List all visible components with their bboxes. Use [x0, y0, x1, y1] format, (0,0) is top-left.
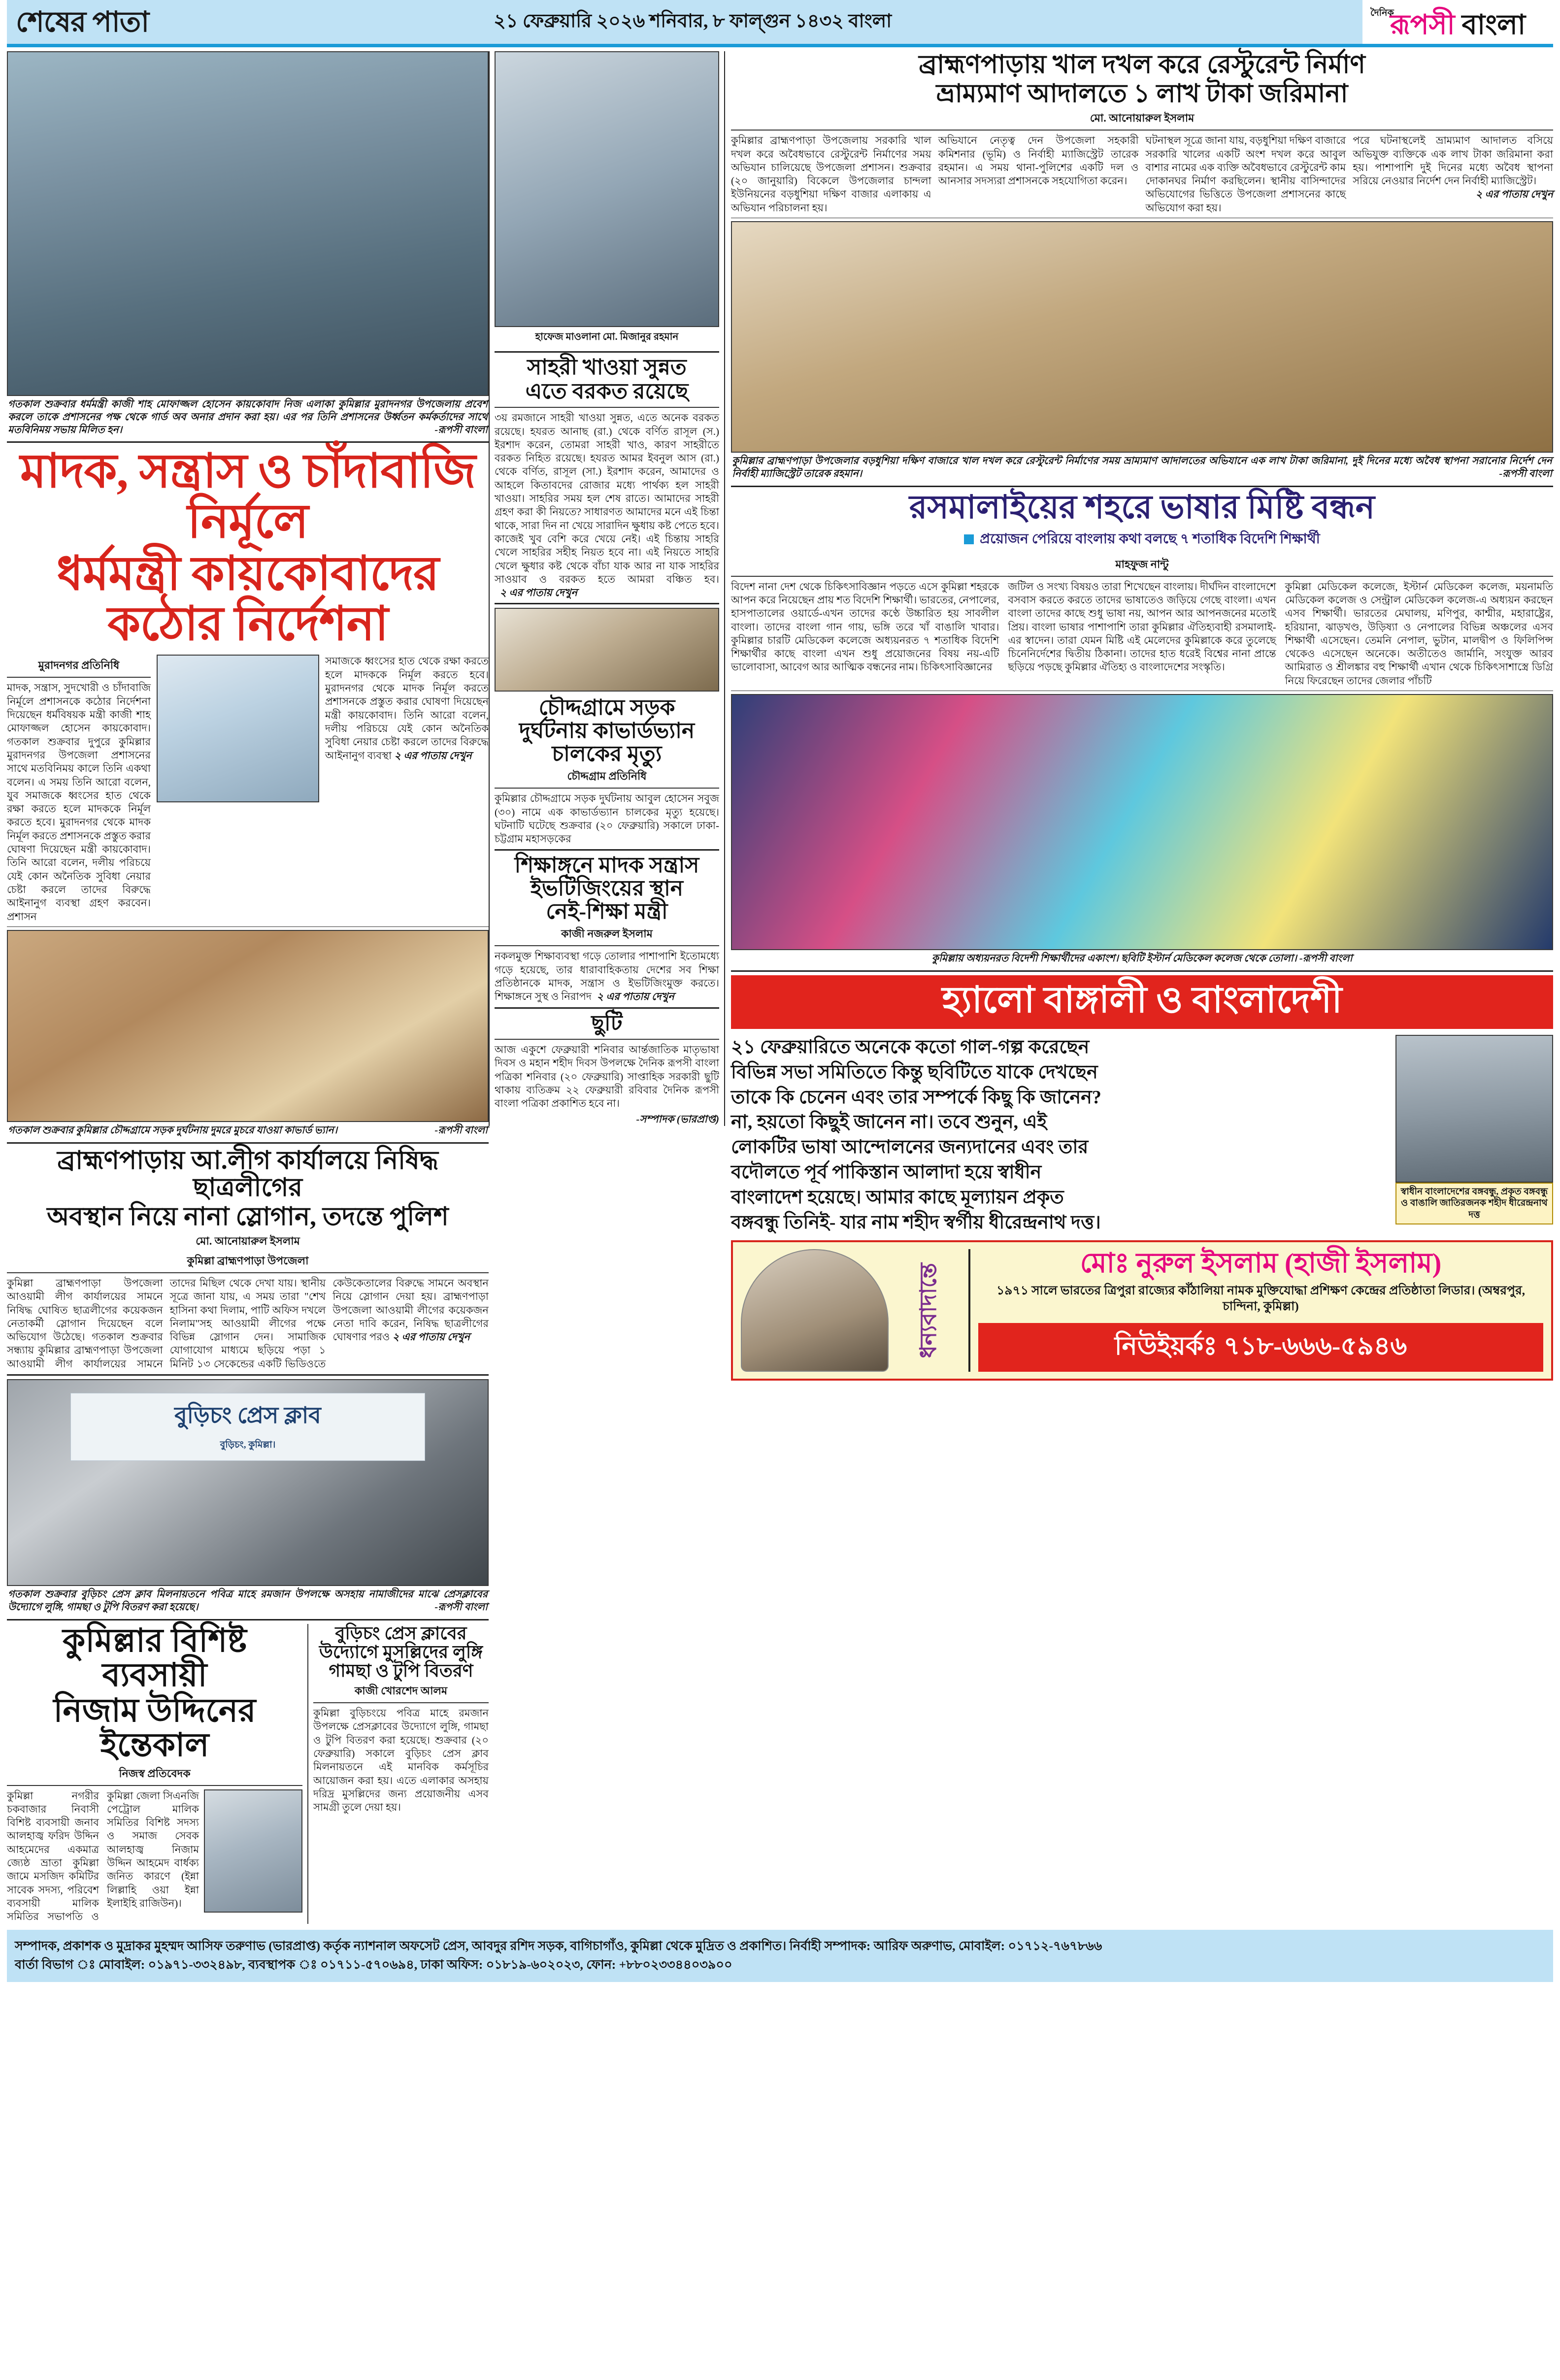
- alleague-body: [7, 1277, 489, 1371]
- masthead: [7, 0, 1553, 47]
- holiday-headline[interactable]: ছুটি: [591, 1011, 623, 1035]
- students-source: -রূপসী বাংলা: [1299, 953, 1353, 964]
- divider: [7, 1374, 489, 1376]
- pressclub-caption: [7, 1586, 489, 1616]
- hello-line-1: বিভিন্ন সভা সমিতিতে কিন্তু ছবিটিতে যাকে দেখছেন: [731, 1061, 1098, 1083]
- divider: [731, 970, 1553, 972]
- pressclub-sign: [70, 1393, 426, 1461]
- rosmalai-byline: মাহফুজ নান্টু: [1115, 558, 1169, 570]
- lead-body-2: সমাজকে ধ্বংসের হাত থেকে রক্ষা করতে হলে মাদককে নির্মূল করতে হবে। মুরাদনগর থেকে মাদক নির্মূল করতে প্রশাসনকে প্রস্তুত করার ঘোষণা দিয়েছেন মন্ত্রী কায়কোবাদ। তিনি আরো বলেন, দলীয় পরিচয়ে যেই কোন অনৈতিক সুবিধা নেয়ার চেষ্টা করলে তাদের বিরুদ্ধে আইনানুগ ব্যবস্থা ২ এর পাতায় দেখুন: [325, 655, 489, 761]
- accident-headline-line1[interactable]: চৌদ্দগ্রামে সড়ক: [538, 695, 675, 720]
- rosmalai-subhead-row: [731, 525, 1553, 556]
- column-middle: [489, 51, 725, 1126]
- memorial-caption: স্বাধীন বাংলাদেশের বঙ্গবন্ধু, প্রকৃত বঙ্গবন্ধু ও বাঙালি জাতিরজনক শহীদ ধীরেন্দ্রনাথ দত্ত: [1395, 1183, 1553, 1224]
- rosmalai-col-3: কুমিল্লা মেডিকেল কলেজে, ইস্টার্ন মেডিকেল কলেজ, ময়নামতি মেডিকেল কলেজ ও সেন্ট্রাল মেডিকেল কলেজ-এ অধ্যয়ন করছেন এসব শিক্ষার্থী। ভারতের মেঘালয়, মণিপুর, কাশ্মীর, মহারাষ্ট্রের, হরিয়ানা, ঝাড়খণ্ড, উড়িষ্যা ও নেপালের বিভিন্ন অঞ্চলের এসব শিক্ষার্থী এসেছেন। তেমনি নেপাল, ভুটান, মালদ্বীপ ও ফিলিপিন্স থেকেও এসেছেন অনেকে। অতীতেও জার্মানি, সংযুক্ত আরব আমিরাত ও শ্রীলঙ্কার বহু শিক্ষার্থী এখান থেকে চিকিৎসাশাস্ত্রে ডিগ্রি নিয়ে ফিরেছেন তাদের জেলার পাঁচটি: [1285, 580, 1553, 687]
- hello-line-4: লোকটির ভাষা আন্দোলনের জন্যদানের এবং তার: [731, 1137, 1089, 1158]
- hello-text: [731, 1035, 1388, 1235]
- rosmalai-subhead: প্রয়োজন পেরিয়ে বাংলায় কথা বলছে ৭ শতাধিক বিদেশি শিক্ষার্থী: [980, 531, 1320, 547]
- lead-headline-line1[interactable]: মাদক, সন্ত্রাস ও চাঁদাবাজি নির্মূলে: [20, 445, 476, 548]
- divider: [495, 407, 719, 408]
- lungi-body: কুমিল্লা বুড়িচংয়ে পবিত্র মাহে রমজান উপলক্ষে প্রেসক্লাবের উদ্যোগে লুঙ্গি, গামছা ও টুপি বিতরণ করা হয়েছে। শুক্রবার (২০ ফেব্রুয়ারি) সকালে বুড়িচং প্রেস ক্লাব মিলনায়তনে এই মানবিক কর্মসূচির আয়োজন করা হয়। এতে এলাকার অসহায় দরিদ্র মুসল্লিদের জন্য প্রয়োজনীয় এসব সামগ্রী তুলে দেয়া হয়।: [313, 1707, 489, 1814]
- lead-photo: [7, 51, 489, 396]
- rosmalai-body: [731, 580, 1553, 688]
- accident-headline-line2[interactable]: দুর্ঘটনায় কাভার্ডভ্যান: [519, 719, 695, 743]
- divider: [7, 926, 489, 927]
- lead-text-col-2: [325, 655, 489, 923]
- page-footer: [7, 1930, 1553, 1983]
- khal-col-3: ঘটনাস্থল সূত্রে জানা যায়, বড়ধুশিয়া দক্ষিণ বাজারে সরকারি খালের একটি অংশ দখল করে আবুল বাশার নামের এক ব্যক্তি অবৈধভাবে রেস্টুরেন্ট কাম দোকানঘর নির্মাণ করছিলেন। স্থানীয় বাসিন্দাদের অভিযোগের ভিত্তিতে উপজেলা প্রশাসনের কাছে অভিযোগ করা হয়।: [1145, 134, 1346, 214]
- accident-body: কুমিল্লার চৌদ্দগ্রামে সড়ক দুর্ঘটনায় আবুল হোসেন সবুজ (৩০) নামে এক কাভার্ডভ্যান চালকের মৃত্যু হয়েছে। ঘটনাটি ঘটেছে শুক্রবার (২০ ফেব্রুয়ারি) সকালে ঢাকা-চট্টগ্রাম মহাসড়কের: [495, 793, 719, 845]
- sahri-portrait-caption: হাফেজ মাওলানা মো. মিজানুর রহমান: [535, 331, 679, 342]
- hello-line-0: ২১ ফেব্রুয়ারিতে অনেকে কতো গাল-গল্প করেছেন: [731, 1036, 1090, 1058]
- lungi-headline[interactable]: বুড়িচং প্রেস ক্লাবের উদ্যোগে মুসল্লিদের লুঙ্গি গামছা ও টুপি বিতরণ: [319, 1623, 483, 1681]
- alleague-headline-line2[interactable]: অবস্থান নিয়ে নানা স্লোগান, তদন্তে পুলিশ: [47, 1202, 449, 1231]
- drugs-body: [495, 950, 719, 1003]
- divider: [495, 603, 719, 604]
- khal-headline-line1[interactable]: ব্রাহ্মণপাড়ায় খাল দখল করে রেস্টুরেন্ট নির্মাণ: [919, 51, 1365, 79]
- khal-col-1: কুমিল্লার ব্রাহ্মণপাড়া উপজেলায় সরকারি খাল দখল করে অবৈধভাবে রেস্টুরেন্ট নির্মাণের সময় অভিযান চালিয়েছে উপজেলা প্রশাসন। শুক্রবার (২০ জানুয়ারি) বিকেলে উপজেলার চান্দলা ইউনিয়নের বড়ধুশিয়া দক্ষিণ বাজার এলাকায় এ অভিযান পরিচালনা হয়।: [731, 134, 931, 214]
- bottom-left-block: [7, 1624, 489, 1924]
- ad-advertiser-name: মোঃ নুরুল ইসলাম (হাজী ইসলাম): [1080, 1248, 1442, 1279]
- divider: [7, 1619, 489, 1620]
- column-right: [725, 51, 1553, 1381]
- date-line: ২১ ফেব্রুয়ারি ২০২৬ শনিবার, ৮ ফাল্গুন ১৪৩২ বাংলা: [494, 10, 892, 32]
- column-left: [7, 51, 489, 1924]
- alleague-body-text: কুমিল্লা ব্রাহ্মণপাড়া উপজেলা আওয়ামী লীগ কার্যালয়ের সামনে নিষিদ্ধ ঘোষিত ছাত্রলীগের কয়েকজন নেতাকর্মী স্লোগান দিয়েছেন বলে অভিযোগ উঠেছে। গতকাল শুক্রবার সন্ধ্যায় কুমিল্লার ব্রাহ্মণপাড়া উপজেলা আওয়ামী লীগ কার্যালয়ের সামনে তাদের মিছিল থেকে দেখা যায়। স্থানীয় সূত্রে জানা যায়, এ সময় তারা "শেখ হাসিনা কথা দিলাম, পাটি অফিস দখলে নিলাম"সহ আওয়ামী লীগের পক্ষে বিভিন্ন স্লোগান দেন। সামাজিক যোগাযোগ মাধ্যমে ছড়িয়ে পড়া ১ মিনিট ১৩ সেকেন্ডের একটি ভিডিওতে কেউকেতালের বিরুদ্ধে সামনে অবস্থান নিয়ে স্লোগান দেয়া হয়। ব্রাহ্মণপাড়া উপজেলা আওয়ামী লীগের কয়েকজন নেতা দাবি করেন, নিষিদ্ধ ছাত্রলীগের ঘোষণার পরও: [7, 1277, 489, 1370]
- truck-source: -রূপসী বাংলা: [434, 1124, 488, 1136]
- obituary-byline: নিজস্ব প্রতিবেদক: [119, 1767, 191, 1780]
- obituary-portrait: [204, 1789, 302, 1913]
- khal-photo-caption-text: কুমিল্লার ব্রাহ্মণপাড়া উপজেলার বড়ধুশিয়া দক্ষিণ বাজারে খাল দখল করে রেস্টুরেন্ট নির্মাণের সময় ভ্রাম্যমাণ আদালতের অভিযানে এক লাখ টাকা জরিমানা, দুই দিনের মধ্যে অবৈধ স্থাপনা সরানোর নির্দেশ দেন নির্বাহী ম্যাজিস্ট্রেট তারেক রহমান।: [732, 456, 1552, 479]
- divider: [731, 130, 1553, 131]
- lungi-article: [307, 1624, 489, 1924]
- khal-byline: মো. আনোয়ারুল ইসলাম: [1090, 112, 1195, 125]
- khal-photo-caption: [731, 453, 1553, 482]
- pressclub-caption-text: গতকাল শুক্রবার বুড়িচং প্রেস ক্লাব মিলনায়তনে পবিত্র মাহে রমজান উপলক্ষে অসহায় নামাজীদের মাঝে প্রেসক্লাবের উদ্যোগে লুঙ্গি, গামছা ও টুপি বিতরণ করা হয়েছে।: [8, 1589, 488, 1613]
- ad-body: [978, 1249, 1543, 1372]
- rosmalai-col-2: জটিল ও সংখ্য বিষয়ও তারা শিখেছেন বাংলায়। দীর্ঘদিন বাংলাদেশে বসবাস করতে করতে তাদের ভাষাতেও জড়িয়ে গেছে বাংলা। এখন বাংলা তাদের কাছে শুধু ভাষা নয়, আপন আর আপনজনের মতোই প্রিয়। বাংলা ভাষার পাশাপাশি তারা কুমিল্লার ঐতিহ্যবাহী রসমালাই-এর স্বাদেন। তারা যেমন মিষ্টি এই মেলেদের কুমিল্লাকে করে তুলেছে চিনেনির্দেশের দ্বিতীয় ঠিকানা। তাদের হাত ধরেই বিশ্বের নানা প্রান্তে ছড়িয়ে পড়ছে কুমিল্লার ঐতিহ্য ও বাংলাদেশের সংস্কৃতি।: [1008, 580, 1276, 673]
- brand-wordmark: [1390, 5, 1526, 39]
- drugs-headline-line2[interactable]: ইভটিজিংয়ের স্থান: [530, 876, 684, 901]
- advertisement[interactable]: [731, 1240, 1553, 1381]
- obituary-headline-line1[interactable]: কুমিল্লার বিশিষ্ট ব্যবসায়ী: [63, 1622, 247, 1693]
- lungi-byline: কাজী খোরশেদ আলম: [354, 1685, 448, 1697]
- memorial-portrait: [1395, 1035, 1553, 1183]
- drugs-body-text: নকলমুক্ত শিক্ষাব্যবস্থা গড়ে তোলার পাশাপাশি ইতোমধ্যে গড়ে হয়েছে, তার ধারাবাহিকতায় দেশের সব শিক্ষা প্রতিষ্ঠানকে মাদক, সন্ত্রাস ও ইভটিজিংমুক্ত করতে। শিক্ষাঙ্গনে সুস্থ ও নিরাপদ: [495, 950, 719, 1003]
- lead-photo-2: [157, 655, 319, 802]
- divider: [7, 1142, 489, 1144]
- drugs-byline: কাজী নজরুল ইসলাম: [561, 927, 653, 940]
- divider: [7, 1272, 489, 1273]
- footer-line-2: বার্তা বিভাগ ঃ মোবাইল: ০১৯৭১-৩৩২৪৯৮, ব্যবস্থাপক ঃ ০১৭১১-৫৭০৬৯৪, ঢাকা অফিস: ০১৮১৯-৬০২০২৩, ফোন: +৮৮০২৩৩৪৪০৩৯০০: [15, 1957, 732, 1972]
- hello-line-3: না, হয়তো কিছুই জানেন না। তবে শুনুন, এই: [731, 1112, 1047, 1133]
- holiday-body: আজ একুশে ফেব্রুয়ারী শনিবার আর্ন্তজাতিক মাতৃভাষা দিবস ও মহান শহীদ দিবস উপলক্ষে দৈনিক রূপসী বাংলা পত্রিকা শনিবার (২০ ফেব্রুয়ারি) সাপ্তাহিক সরকারী ছুটি থাকায় ব্যতিক্রম ২২ ফেব্রুয়ারী রবিবার দৈনিক রূপসী বাংলা পত্রিকা প্রকাশিত হবে না।: [495, 1044, 719, 1110]
- accident-photo: [495, 608, 719, 692]
- obituary-content: [7, 1789, 302, 1924]
- holiday-signoff: -সম্পাদক (ভারপ্রাপ্ত): [636, 1113, 719, 1125]
- lead-photo-2-wrap: [157, 655, 319, 923]
- lead-body-1: মাদক, সন্ত্রাস, সুদখোরী ও চাঁদাবাজি নির্মূলে প্রশাসনকে কঠোর নির্দেশনা দিয়েছেন ধর্মবিষয়ক মন্ত্রী কাজী শাহ মোফাজ্জল হোসেন কায়কোবাদ। গতকাল শুক্রবার দুপুরে কুমিল্লার মুরাদনগর উপজেলা প্রশাসনের সাথে মতবিনিময় কালে তিনি একথা বলেন। এ সময় তিনি আরো বলেন, যুব সমাজকে ধ্বংসের হাত থেকে রক্ষা করতে হলে মাদককে নির্মূল করতে হবে। মুরাদনগর থেকে মাদক নির্মূল করতে প্রশাসনকে প্রস্তুত করার ঘোষণা দিয়েছেন মন্ত্রী কায়কোবাদ। তিনি আরো বলেন, দলীয় পরিচয়ে যেই কোন অনৈতিক সুবিধা নেয়ার চেষ্টা করলে তাদের বিরুদ্ধে আইনানুগ ব্যবস্থা গ্রহণ করবেন। প্রশাসন: [7, 682, 151, 923]
- ad-divider: [968, 1249, 970, 1372]
- sahri-jump[interactable]: ২ এর পাতায় দেখুন: [499, 587, 577, 599]
- ad-portrait: [741, 1249, 889, 1372]
- obituary-portrait-wrap: [204, 1789, 302, 1924]
- truck-caption: [7, 1122, 489, 1139]
- rosmalai-headline[interactable]: রসমালাইয়ের শহরে ভাষার মিষ্টি বন্ধন: [909, 489, 1375, 526]
- ad-thanks: [896, 1249, 961, 1372]
- bullet-square-icon: [964, 534, 974, 544]
- brand-daily-label: দৈনিক: [1370, 8, 1394, 18]
- brand-logo[interactable]: [1362, 0, 1553, 44]
- divider: [313, 1702, 489, 1703]
- divider: [731, 486, 1553, 487]
- khal-article-body: [731, 134, 1553, 215]
- hello-line-2: তাকে কি চেনেন এবং তার সম্পর্কে কিছু কি জানেন?: [731, 1087, 1101, 1108]
- brand-word-1: রূপসী: [1390, 9, 1455, 40]
- drugs-headline-line3[interactable]: নেই-শিক্ষা মন্ত্রী: [546, 899, 668, 924]
- sahri-body: [495, 411, 719, 599]
- lead-article: [7, 655, 489, 923]
- hello-line-5: বদৌলতে পূর্ব পাকিস্তান আলাদা হয়ে স্বাধীন: [731, 1162, 1042, 1183]
- pressclub-photo: [7, 1379, 489, 1586]
- obituary-headline-line2[interactable]: নিজাম উদ্দিনের ইন্তেকাল: [53, 1692, 256, 1763]
- page-grid: [7, 51, 1553, 1924]
- lead-photo-caption: [7, 396, 489, 438]
- alleague-jump[interactable]: ২ এর পাতায় দেখুন: [392, 1331, 470, 1343]
- sahri-body-text: ৩য় রমজানে সাহরী খাওয়া সুন্নত, এতে অনেক বরকত রয়েছে। হযরত আনাছ (রা.) থেকে বর্ণিত রাসূল (স.) ইরশাদ করেন, তোমরা সাহরী খাও, কারণ সাহরীতে বরকত নিহিত রয়েছে। হযরত আমর ইবনুল আস (রা.) থেকে বর্ণিত, রাসূল (সা.) ইরশাদ করেন, আমাদের ও আহলে কিতাবদের রোজার মধ্যে পার্থক্য হল সাহরী খাওয়া। সাহরির সময় হল শেষ রাতে। আমাদের সাহরী গ্রহণ করা কী নিয়তে? সাধারণত আমাদের মনে এই চিন্তা থাকে, সারা দিন না খেয়ে সারাদিন ক্ষুধায় কষ্ট পেতে হবে। কাজেই খুব বেশি করে খেয়ে নেই। এই চিন্তায় সাহরি খেলে সাহরির সহীহ নিয়ত হবে না। এই নিয়তে সাহরি খেলে ক্ষুধার কষ্ট থেকে বাঁচা যাক আর না যাক সাহরির সাওয়াব ও বরকত হতে আমরা বঞ্চিত হব।: [495, 412, 719, 585]
- accident-headline-line3[interactable]: চালকের মৃত্যু: [552, 741, 662, 766]
- divider: [7, 1785, 302, 1786]
- obituary-article: [7, 1624, 302, 1924]
- drugs-jump[interactable]: ২ এর পাতায় দেখুন: [597, 991, 674, 1003]
- truck-photo: [7, 930, 489, 1122]
- hello-article: [731, 1035, 1553, 1235]
- students-caption-text: কুমিল্লায় অধ্যয়নরত বিদেশী শিক্ষার্থীদের একাংশ। ছবিটি ইস্টার্ন মেডিকেল কলেজ থেকে তোলা।: [931, 953, 1297, 964]
- lead-headline-line2[interactable]: ধর্মমন্ত্রী কায়কোবাদের কঠোর নির্দেশনা: [57, 547, 439, 650]
- khal-jump[interactable]: ২ এর পাতায় দেখুন: [1475, 188, 1553, 200]
- pressclub-source: -রূপসী বাংলা: [434, 1601, 488, 1613]
- lead-photo-source: -রূপসী বাংলা: [434, 424, 488, 435]
- sahri-portrait: [495, 51, 719, 327]
- ad-phone[interactable]: নিউইয়র্কঃ ৭১৮-৬৬৬-৫৯৪৬: [978, 1323, 1543, 1372]
- khal-col-2: অভিযানে নেতৃত্ব দেন উপজেলা সহকারী কমিশনার (ভূমি) ও নির্বাহী ম্যাজিস্ট্রেট তারেক রহমান। এ সময় থানা-পুলিশের একটি দল ও আনসার সদস্যরা প্রশাসনকে সহযোগিতা করেন।: [938, 134, 1139, 187]
- lead-byline: মুরাদনগর প্রতিনিধি: [38, 659, 120, 672]
- alleague-byline: মো. আনোয়ারুল ইসলাম: [196, 1234, 300, 1247]
- alleague-headline-line1[interactable]: ব্রাহ্মণপাড়ায় আ.লীগ কার্যালয়ে নিষিদ্ধ ছাত্রলীগের: [57, 1146, 438, 1202]
- khal-headline-line2[interactable]: ভ্রাম্যমাণ আদালতে ১ লাখ টাকা জরিমানা: [936, 80, 1348, 108]
- hello-line-7: বঙ্গবন্ধু তিনিই- যার নাম শহীদ স্বর্গীয় ধীরেন্দ্রনাথ দত্ত।: [731, 1212, 1101, 1233]
- ad-description: ১৯৭১ সালে ভারতের ত্রিপুরা রাজ্যের কাঁঠালিয়া নামক মুক্তিযোদ্ধা প্রশিক্ষণ কেন্দ্রের প্রতিষ্ঠাতা লিডার। (অম্বরপুর, চান্দিনা, কুমিল্লা): [996, 1284, 1525, 1314]
- khal-col-4-wrap: [1353, 134, 1553, 215]
- drugs-headline-line1[interactable]: শিক্ষাঙ্গনে মাদক সন্ত্রাস: [514, 853, 699, 878]
- divider: [495, 849, 719, 851]
- page-label: শেষের পাতা: [16, 5, 149, 38]
- ad-thanks-label: ধন্যবাদান্তে: [916, 1262, 941, 1358]
- divider: [7, 441, 489, 443]
- sahri-headline-line1[interactable]: সাহরী খাওয়া সুন্নত: [527, 355, 687, 379]
- hello-line-6: বাংলাদেশ হয়েছে। আমার কাছে মূল্যায়ন প্রকৃত: [731, 1187, 1064, 1208]
- lead-photo-caption-text: গতকাল শুক্রবার ধর্মমন্ত্রী কাজী শাহ মোফাজ্জল হোসেন কায়কোবাদ নিজ এলাকা কুমিল্লার মুরাদনগর উপজেলায় প্রবেশ করলে তাকে প্রশাসনের পক্ষ থেকে গার্ড অব অনার প্রদান করা হয়। এর পর তিনি প্রশাসনের উর্ধ্বতন কর্মকর্তাদের সাথে মতবিনিময় সভায় মিলিত হন।: [8, 399, 488, 435]
- divider: [495, 945, 719, 946]
- footer-line-1: সম্পাদক, প্রকাশক ও মুদ্রাকর মুহম্মদ আসিফ তরুণাভ (ভারপ্রাপ্ত) কর্তৃক ন্যাশনাল অফসেট প্রেস, আবদুর রশিদ সড়ক, বাগিচাগাঁও, কুমিল্লা থেকে মুদ্রিত ও প্রকাশিত। নির্বাহী সম্পাদক: আরিফ অরুণাভ, মোবাইল: ০১৭১২-৭৬৭৮৬৬: [15, 1938, 1102, 1953]
- pressclub-sign-line2: বুড়িচং, কুমিল্লা।: [220, 1440, 276, 1451]
- brand-word-2: বাংলা: [1461, 9, 1526, 40]
- hello-body: [731, 1035, 1388, 1235]
- students-caption: [731, 950, 1553, 967]
- divider: [731, 576, 1553, 577]
- accident-byline: চৌদ্দগ্রাম প্রতিনিধি: [567, 770, 647, 783]
- hello-banner[interactable]: হ্যালো বাঙ্গালী ও বাংলাদেশী: [731, 975, 1553, 1029]
- divider: [495, 1039, 719, 1040]
- khal-photo: [731, 221, 1553, 453]
- rosmalai-col-1: বিদেশ নানা দেশ থেকে চিকিৎসাবিজ্ঞান পড়তে এসে কুমিল্লা শহরকে আপন করে নিয়েছেন প্রায় শত বিদেশি শিক্ষার্থী। ভারতের, নেপালের, হাসপাতালের ওয়ার্ডে-এখন তাদের কণ্ঠে উচ্চারিত হয় সাবলীল বাংলা। তাদের বাংলা গান গায়, ভঙ্গি তরে খাঁ বাঙালি খাবার। কুমিল্লার চারটি মেডিকেল কলেজে অধ্যয়নরত ৭ শতাধিক বিদেশি শিক্ষার্থীর কাছে বাংলা এখন শুধু প্রয়োজনের বিষয় নয়-এটি ভালোবাসা, আবেগ আর আত্মিক বন্ধনের নাম। চিকিৎসাবিজ্ঞানের: [731, 580, 999, 673]
- memorial-portrait-wrap: [1395, 1035, 1553, 1235]
- divider: [495, 788, 719, 789]
- obituary-body: কুমিল্লা নগরীর চকবাজার নিবাসী বিশিষ্ট ব্যবসায়ী জনাব আলহাজ্ব ফরিদ উদ্দিন আহমেদের একমাত্র জ্যেষ্ঠ ভ্রাতা কুমিল্লা জামে মসজিদ কমিটির সাবেক সদস্য, পরিবেশ ব্যবসায়ী মালিক সমিতির সভাপতি ও কুমিল্লা জেলা সিএনজি পেট্রোল মালিক সমিতির বিশিষ্ট সদস্য ও সমাজ সেবক আলহাজ্ব নিজাম উদ্দিন আহমেদ বার্ধক্য জনিত কারণে (ইন্না লিল্লাহি ওয়া ইন্না ইলাইহি রাজিউন)।: [7, 1789, 199, 1923]
- masthead-band: [7, 0, 1362, 44]
- students-photo: [731, 694, 1553, 950]
- divider: [7, 677, 151, 678]
- khal-col-4: পরে ঘটনাস্থলেই ভ্রাম্যমাণ আদালত বসিয়ে অভিযুক্ত ব্যক্তিকে এক লাখ টাকা জরিমানা করা হয়। পাশাপাশি দুই দিনের মধ্যে অবৈধ স্থাপনা সরিয়ে নেওয়ার নির্দেশ দেন নির্বাহী ম্যাজিস্ট্রেট।: [1353, 134, 1553, 187]
- lead-jump[interactable]: ২ এর পাতায় দেখুন: [394, 749, 472, 761]
- khal-photo-source: -রূপসী বাংলা: [1499, 468, 1552, 479]
- truck-caption-text: গতকাল শুক্রবার কুমিল্লার চৌদ্দগ্রামে সড়ক দুর্ঘটনায় দুমরে মুচরে যাওয়া কাভার্ড ভ্যান।: [8, 1124, 337, 1136]
- lead-text-col: [7, 655, 151, 923]
- divider: [495, 1007, 719, 1009]
- pressclub-sign-line1: বুড়িচং প্রেস ক্লাব: [174, 1403, 321, 1428]
- alleague-byline-2: কুমিল্লা ব্রাহ্মণপাড়া উপজেলা: [187, 1254, 309, 1267]
- divider: [495, 351, 719, 353]
- sahri-headline-line2[interactable]: এতে বরকত রয়েছে: [525, 379, 689, 403]
